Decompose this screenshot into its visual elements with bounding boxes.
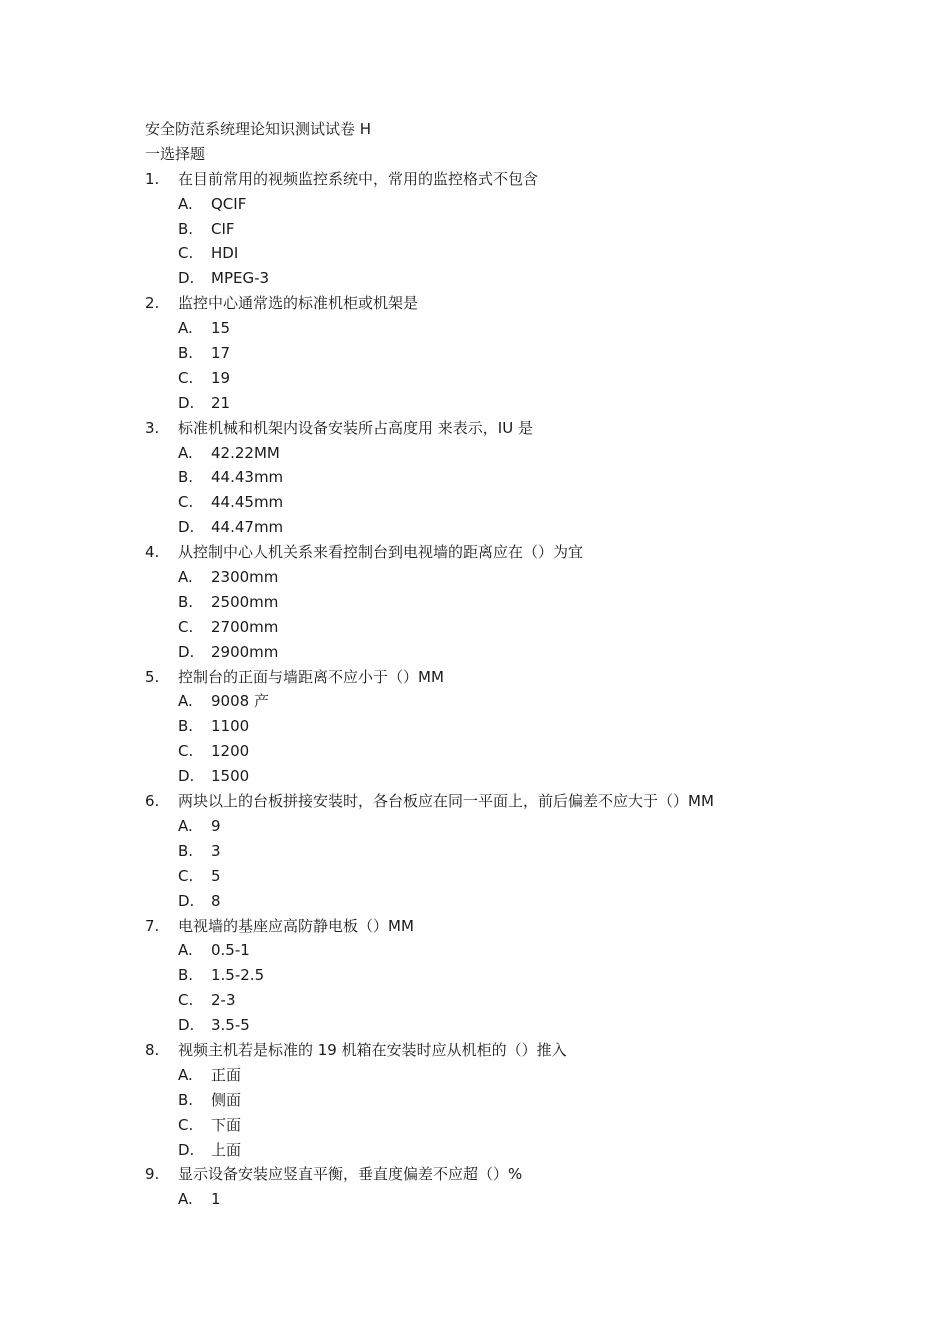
option-item <box>145 714 845 739</box>
option-text: 5 <box>211 866 221 885</box>
option-text: 下面 <box>211 1115 242 1134</box>
option-item <box>145 515 845 540</box>
option-item <box>145 316 845 341</box>
option-text: 19 <box>211 368 231 387</box>
option-text: 15 <box>211 319 231 338</box>
option-text: 1500 <box>211 767 250 786</box>
question-number: 6. <box>145 792 160 811</box>
option-item <box>145 192 845 217</box>
option-text: 1.5-2.5 <box>211 966 265 985</box>
option-text: 正面 <box>211 1065 242 1084</box>
question-number: 5. <box>145 667 160 686</box>
option-letter: C. <box>178 742 194 761</box>
option-letter: B. <box>178 592 194 611</box>
option-letter: D. <box>178 891 195 910</box>
option-text: 侧面 <box>211 1090 242 1109</box>
option-text: HDI <box>211 244 239 263</box>
option-item <box>145 217 845 242</box>
option-text: 3 <box>211 841 221 860</box>
question-text: 在目前常用的视频监控系统中，常用的监控格式不包含 <box>178 169 539 188</box>
option-item <box>145 1013 845 1038</box>
option-item <box>145 1187 845 1212</box>
option-letter: D. <box>178 393 195 412</box>
option-letter: B. <box>178 1090 194 1109</box>
option-text: 44.43mm <box>211 468 284 487</box>
option-item <box>145 1113 845 1138</box>
question-8 <box>145 1038 845 1063</box>
option-letter: C. <box>178 866 194 885</box>
option-item <box>145 839 845 864</box>
question-number: 2. <box>145 294 160 313</box>
question-number: 8. <box>145 1040 160 1059</box>
question-number: 7. <box>145 916 160 935</box>
option-text: 8 <box>211 891 221 910</box>
option-letter: C. <box>178 244 194 263</box>
option-item <box>145 565 845 590</box>
question-number: 3. <box>145 418 160 437</box>
exam-title: 安全防范系统理论知识测试试卷 H <box>145 120 372 138</box>
option-item <box>145 590 845 615</box>
question-text: 标准机械和机架内设备安装所占高度用 来表示，IU 是 <box>178 418 533 437</box>
option-text: 2-3 <box>211 991 236 1010</box>
option-text: 0.5-1 <box>211 941 250 960</box>
option-letter: C. <box>178 1115 194 1134</box>
option-item <box>145 490 845 515</box>
option-letter: A. <box>178 194 193 213</box>
option-item <box>145 1138 845 1163</box>
question-number: 1. <box>145 169 160 188</box>
option-item <box>145 988 845 1013</box>
option-item <box>145 938 845 963</box>
question-6 <box>145 789 845 814</box>
option-text: 44.47mm <box>211 518 284 537</box>
question-text: 电视墙的基座应高防静电板（）MM <box>178 916 414 935</box>
option-letter: A. <box>178 568 193 587</box>
option-text: QCIF <box>211 194 247 213</box>
question-text: 监控中心通常选的标准机柜或机架是 <box>178 294 419 313</box>
question-list <box>145 167 845 1212</box>
option-item <box>145 341 845 366</box>
option-item <box>145 1063 845 1088</box>
option-letter: B. <box>178 841 194 860</box>
option-text: 21 <box>211 393 231 412</box>
option-letter: A. <box>178 443 193 462</box>
question-text: 显示设备安装应竖直平衡，垂直度偏差不应超（）% <box>178 1165 523 1184</box>
option-text: 1200 <box>211 742 250 761</box>
question-1 <box>145 167 845 192</box>
option-letter: A. <box>178 1065 193 1084</box>
option-letter: C. <box>178 368 194 387</box>
exam-content <box>145 117 845 1212</box>
option-text: 2500mm <box>211 592 279 611</box>
option-text: 2300mm <box>211 568 279 587</box>
option-letter: D. <box>178 642 195 661</box>
option-letter: A. <box>178 1190 193 1209</box>
section-heading: 一选择题 <box>145 144 206 163</box>
option-letter: D. <box>178 518 195 537</box>
option-text: 1100 <box>211 717 250 736</box>
question-number: 4. <box>145 543 160 562</box>
option-text: 1 <box>211 1190 221 1209</box>
option-item <box>145 366 845 391</box>
option-text: 2900mm <box>211 642 279 661</box>
option-letter: C. <box>178 617 194 636</box>
option-item <box>145 889 845 914</box>
option-letter: D. <box>178 767 195 786</box>
option-letter: B. <box>178 717 194 736</box>
option-letter: A. <box>178 941 193 960</box>
question-text: 从控制中心人机关系来看控制台到电视墙的距离应在（）为宜 <box>178 543 584 562</box>
question-number: 9. <box>145 1165 160 1184</box>
option-letter: D. <box>178 1140 195 1159</box>
option-text: 9 <box>211 816 221 835</box>
option-text: 44.45mm <box>211 493 284 512</box>
option-text: 17 <box>211 344 231 363</box>
option-text: 42.22MM <box>211 443 280 462</box>
question-3 <box>145 416 845 441</box>
option-item <box>145 864 845 889</box>
option-text: 上面 <box>211 1140 242 1159</box>
option-text: 9008 产 <box>211 692 269 711</box>
option-item <box>145 615 845 640</box>
question-9 <box>145 1162 845 1187</box>
option-item <box>145 266 845 291</box>
option-letter: C. <box>178 991 194 1010</box>
option-letter: A. <box>178 319 193 338</box>
option-letter: C. <box>178 493 194 512</box>
option-letter: A. <box>178 816 193 835</box>
option-item <box>145 814 845 839</box>
option-letter: B. <box>178 966 194 985</box>
question-text: 视频主机若是标准的 19 机箱在安装时应从机柜的（）推入 <box>178 1040 567 1059</box>
option-text: CIF <box>211 219 235 238</box>
option-item <box>145 391 845 416</box>
question-5 <box>145 665 845 690</box>
question-4 <box>145 540 845 565</box>
question-7 <box>145 914 845 939</box>
option-item <box>145 689 845 714</box>
option-letter: B. <box>178 219 194 238</box>
option-letter: D. <box>178 269 195 288</box>
option-item <box>145 441 845 466</box>
option-letter: B. <box>178 468 194 487</box>
option-text: MPEG-3 <box>211 269 270 288</box>
option-item <box>145 764 845 789</box>
option-letter: D. <box>178 1016 195 1035</box>
question-text: 两块以上的台板拼接安装时，各台板应在同一平面上，前后偏差不应大于（）MM <box>178 792 714 811</box>
question-2 <box>145 291 845 316</box>
option-item <box>145 963 845 988</box>
option-text: 3.5-5 <box>211 1016 250 1035</box>
option-letter: B. <box>178 344 194 363</box>
option-item <box>145 465 845 490</box>
option-text: 2700mm <box>211 617 279 636</box>
option-item <box>145 241 845 266</box>
option-letter: A. <box>178 692 193 711</box>
question-text: 控制台的正面与墙距离不应小于（）MM <box>178 667 444 686</box>
option-item <box>145 640 845 665</box>
option-item <box>145 739 845 764</box>
option-item <box>145 1088 845 1113</box>
